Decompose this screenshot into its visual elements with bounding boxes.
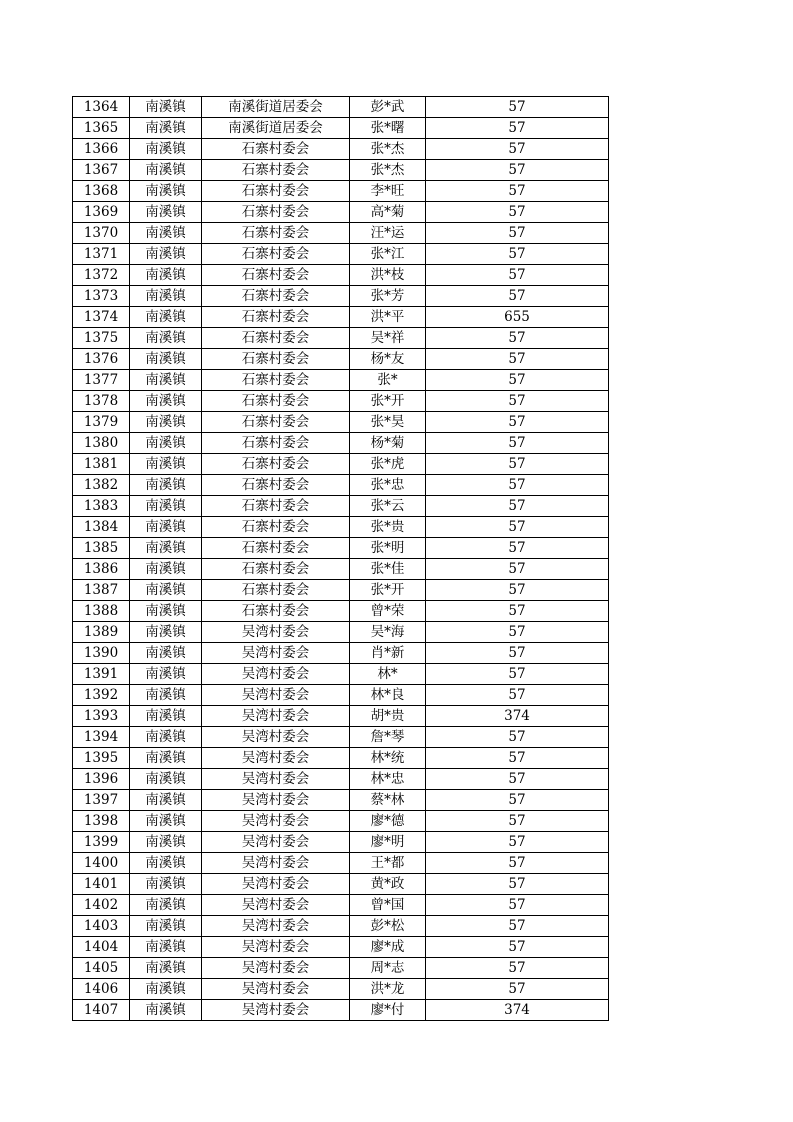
village-committee-cell: 吴湾村委会 <box>202 937 350 958</box>
person-name-cell: 曾*国 <box>350 895 426 916</box>
town-cell: 南溪镇 <box>130 748 202 769</box>
row-number-cell: 1385 <box>73 538 130 559</box>
amount-cell: 57 <box>426 160 609 181</box>
row-number-cell: 1368 <box>73 181 130 202</box>
person-name-cell: 彭*武 <box>350 97 426 118</box>
village-committee-cell: 吴湾村委会 <box>202 748 350 769</box>
row-number-cell: 1364 <box>73 97 130 118</box>
table-row <box>73 370 609 391</box>
village-committee-cell: 吴湾村委会 <box>202 979 350 1000</box>
town-cell: 南溪镇 <box>130 790 202 811</box>
row-number-cell: 1398 <box>73 811 130 832</box>
row-number-cell: 1377 <box>73 370 130 391</box>
person-name-cell: 黄*政 <box>350 874 426 895</box>
table-row <box>73 853 609 874</box>
town-cell: 南溪镇 <box>130 727 202 748</box>
row-number-cell: 1390 <box>73 643 130 664</box>
amount-cell: 57 <box>426 811 609 832</box>
row-number-cell: 1393 <box>73 706 130 727</box>
amount-cell: 57 <box>426 937 609 958</box>
town-cell: 南溪镇 <box>130 643 202 664</box>
roster-table <box>72 96 609 1021</box>
amount-cell: 57 <box>426 643 609 664</box>
village-committee-cell: 石寨村委会 <box>202 517 350 538</box>
amount-cell: 57 <box>426 202 609 223</box>
person-name-cell: 肖*新 <box>350 643 426 664</box>
table-row <box>73 706 609 727</box>
table-row <box>73 433 609 454</box>
village-committee-cell: 吴湾村委会 <box>202 643 350 664</box>
town-cell: 南溪镇 <box>130 517 202 538</box>
table-row <box>73 601 609 622</box>
row-number-cell: 1391 <box>73 664 130 685</box>
village-committee-cell: 石寨村委会 <box>202 286 350 307</box>
row-number-cell: 1366 <box>73 139 130 160</box>
village-committee-cell: 石寨村委会 <box>202 349 350 370</box>
row-number-cell: 1379 <box>73 412 130 433</box>
row-number-cell: 1394 <box>73 727 130 748</box>
person-name-cell: 张*昊 <box>350 412 426 433</box>
village-committee-cell: 石寨村委会 <box>202 538 350 559</box>
town-cell: 南溪镇 <box>130 286 202 307</box>
town-cell: 南溪镇 <box>130 496 202 517</box>
person-name-cell: 张*虎 <box>350 454 426 475</box>
amount-cell: 57 <box>426 433 609 454</box>
row-number-cell: 1372 <box>73 265 130 286</box>
person-name-cell: 林* <box>350 664 426 685</box>
table-row <box>73 496 609 517</box>
row-number-cell: 1406 <box>73 979 130 1000</box>
row-number-cell: 1384 <box>73 517 130 538</box>
row-number-cell: 1369 <box>73 202 130 223</box>
person-name-cell: 彭*松 <box>350 916 426 937</box>
table-row <box>73 1000 609 1021</box>
person-name-cell: 周*志 <box>350 958 426 979</box>
table-row <box>73 349 609 370</box>
amount-cell: 57 <box>426 559 609 580</box>
town-cell: 南溪镇 <box>130 874 202 895</box>
row-number-cell: 1395 <box>73 748 130 769</box>
table-row <box>73 118 609 139</box>
town-cell: 南溪镇 <box>130 685 202 706</box>
amount-cell: 57 <box>426 916 609 937</box>
table-row <box>73 139 609 160</box>
amount-cell: 57 <box>426 979 609 1000</box>
village-committee-cell: 石寨村委会 <box>202 139 350 160</box>
village-committee-cell: 石寨村委会 <box>202 307 350 328</box>
row-number-cell: 1371 <box>73 244 130 265</box>
row-number-cell: 1399 <box>73 832 130 853</box>
row-number-cell: 1389 <box>73 622 130 643</box>
town-cell: 南溪镇 <box>130 454 202 475</box>
person-name-cell: 张*忠 <box>350 475 426 496</box>
village-committee-cell: 石寨村委会 <box>202 160 350 181</box>
row-number-cell: 1401 <box>73 874 130 895</box>
village-committee-cell: 吴湾村委会 <box>202 874 350 895</box>
person-name-cell: 王*都 <box>350 853 426 874</box>
person-name-cell: 廖*付 <box>350 1000 426 1021</box>
person-name-cell: 张*佳 <box>350 559 426 580</box>
amount-cell: 57 <box>426 370 609 391</box>
town-cell: 南溪镇 <box>130 412 202 433</box>
village-committee-cell: 吴湾村委会 <box>202 811 350 832</box>
town-cell: 南溪镇 <box>130 1000 202 1021</box>
person-name-cell: 高*菊 <box>350 202 426 223</box>
table-row <box>73 454 609 475</box>
village-committee-cell: 石寨村委会 <box>202 328 350 349</box>
person-name-cell: 张*杰 <box>350 160 426 181</box>
person-name-cell: 林*统 <box>350 748 426 769</box>
table-row <box>73 391 609 412</box>
person-name-cell: 吴*祥 <box>350 328 426 349</box>
amount-cell: 57 <box>426 139 609 160</box>
amount-cell: 57 <box>426 244 609 265</box>
amount-cell: 57 <box>426 349 609 370</box>
amount-cell: 57 <box>426 97 609 118</box>
amount-cell: 57 <box>426 580 609 601</box>
table-row <box>73 412 609 433</box>
amount-cell: 655 <box>426 307 609 328</box>
person-name-cell: 洪*平 <box>350 307 426 328</box>
town-cell: 南溪镇 <box>130 895 202 916</box>
table-row <box>73 895 609 916</box>
table-row <box>73 832 609 853</box>
table-row <box>73 622 609 643</box>
person-name-cell: 蔡*林 <box>350 790 426 811</box>
row-number-cell: 1365 <box>73 118 130 139</box>
amount-cell: 57 <box>426 769 609 790</box>
village-committee-cell: 石寨村委会 <box>202 496 350 517</box>
amount-cell: 57 <box>426 538 609 559</box>
village-committee-cell: 石寨村委会 <box>202 181 350 202</box>
town-cell: 南溪镇 <box>130 265 202 286</box>
person-name-cell: 吴*海 <box>350 622 426 643</box>
village-committee-cell: 吴湾村委会 <box>202 1000 350 1021</box>
amount-cell: 57 <box>426 601 609 622</box>
table-row <box>73 811 609 832</box>
table-row <box>73 517 609 538</box>
row-number-cell: 1403 <box>73 916 130 937</box>
row-number-cell: 1388 <box>73 601 130 622</box>
row-number-cell: 1378 <box>73 391 130 412</box>
table-row <box>73 202 609 223</box>
person-name-cell: 林*忠 <box>350 769 426 790</box>
person-name-cell: 张*明 <box>350 538 426 559</box>
village-committee-cell: 石寨村委会 <box>202 370 350 391</box>
person-name-cell: 张*杰 <box>350 139 426 160</box>
town-cell: 南溪镇 <box>130 580 202 601</box>
village-committee-cell: 石寨村委会 <box>202 454 350 475</box>
town-cell: 南溪镇 <box>130 223 202 244</box>
village-committee-cell: 吴湾村委会 <box>202 685 350 706</box>
amount-cell: 57 <box>426 328 609 349</box>
town-cell: 南溪镇 <box>130 811 202 832</box>
town-cell: 南溪镇 <box>130 937 202 958</box>
table-row <box>73 664 609 685</box>
person-name-cell: 詹*琴 <box>350 727 426 748</box>
amount-cell: 57 <box>426 181 609 202</box>
amount-cell: 57 <box>426 496 609 517</box>
town-cell: 南溪镇 <box>130 433 202 454</box>
person-name-cell: 廖*成 <box>350 937 426 958</box>
village-committee-cell: 石寨村委会 <box>202 601 350 622</box>
table-row <box>73 643 609 664</box>
amount-cell: 57 <box>426 265 609 286</box>
row-number-cell: 1381 <box>73 454 130 475</box>
row-number-cell: 1397 <box>73 790 130 811</box>
amount-cell: 57 <box>426 286 609 307</box>
amount-cell: 57 <box>426 223 609 244</box>
village-committee-cell: 吴湾村委会 <box>202 769 350 790</box>
person-name-cell: 廖*明 <box>350 832 426 853</box>
town-cell: 南溪镇 <box>130 538 202 559</box>
table-row <box>73 769 609 790</box>
town-cell: 南溪镇 <box>130 202 202 223</box>
village-committee-cell: 吴湾村委会 <box>202 916 350 937</box>
amount-cell: 374 <box>426 706 609 727</box>
table-row <box>73 97 609 118</box>
row-number-cell: 1386 <box>73 559 130 580</box>
town-cell: 南溪镇 <box>130 853 202 874</box>
town-cell: 南溪镇 <box>130 307 202 328</box>
village-committee-cell: 石寨村委会 <box>202 391 350 412</box>
person-name-cell: 胡*贵 <box>350 706 426 727</box>
row-number-cell: 1407 <box>73 1000 130 1021</box>
table-row <box>73 979 609 1000</box>
amount-cell: 57 <box>426 454 609 475</box>
person-name-cell: 张*江 <box>350 244 426 265</box>
amount-cell: 57 <box>426 685 609 706</box>
table-row <box>73 538 609 559</box>
amount-cell: 57 <box>426 475 609 496</box>
town-cell: 南溪镇 <box>130 769 202 790</box>
village-committee-cell: 石寨村委会 <box>202 265 350 286</box>
row-number-cell: 1387 <box>73 580 130 601</box>
table-row <box>73 265 609 286</box>
town-cell: 南溪镇 <box>130 391 202 412</box>
town-cell: 南溪镇 <box>130 664 202 685</box>
row-number-cell: 1382 <box>73 475 130 496</box>
village-committee-cell: 吴湾村委会 <box>202 790 350 811</box>
table-row <box>73 937 609 958</box>
town-cell: 南溪镇 <box>130 622 202 643</box>
row-number-cell: 1370 <box>73 223 130 244</box>
village-committee-cell: 吴湾村委会 <box>202 727 350 748</box>
village-committee-cell: 吴湾村委会 <box>202 895 350 916</box>
person-name-cell: 杨*菊 <box>350 433 426 454</box>
amount-cell: 57 <box>426 748 609 769</box>
person-name-cell: 洪*龙 <box>350 979 426 1000</box>
village-committee-cell: 南溪街道居委会 <box>202 118 350 139</box>
amount-cell: 57 <box>426 895 609 916</box>
amount-cell: 57 <box>426 412 609 433</box>
town-cell: 南溪镇 <box>130 181 202 202</box>
village-committee-cell: 吴湾村委会 <box>202 832 350 853</box>
village-committee-cell: 吴湾村委会 <box>202 853 350 874</box>
amount-cell: 57 <box>426 832 609 853</box>
village-committee-cell: 南溪街道居委会 <box>202 97 350 118</box>
amount-cell: 57 <box>426 958 609 979</box>
town-cell: 南溪镇 <box>130 475 202 496</box>
table-row <box>73 181 609 202</box>
person-name-cell: 张*开 <box>350 580 426 601</box>
village-committee-cell: 石寨村委会 <box>202 475 350 496</box>
table-row <box>73 328 609 349</box>
table-row <box>73 790 609 811</box>
village-committee-cell: 石寨村委会 <box>202 580 350 601</box>
village-committee-cell: 吴湾村委会 <box>202 622 350 643</box>
amount-cell: 57 <box>426 517 609 538</box>
person-name-cell: 林*良 <box>350 685 426 706</box>
town-cell: 南溪镇 <box>130 559 202 580</box>
person-name-cell: 张* <box>350 370 426 391</box>
village-committee-cell: 吴湾村委会 <box>202 958 350 979</box>
row-number-cell: 1383 <box>73 496 130 517</box>
village-committee-cell: 石寨村委会 <box>202 433 350 454</box>
person-name-cell: 张*云 <box>350 496 426 517</box>
table-row <box>73 958 609 979</box>
town-cell: 南溪镇 <box>130 601 202 622</box>
row-number-cell: 1400 <box>73 853 130 874</box>
row-number-cell: 1373 <box>73 286 130 307</box>
amount-cell: 57 <box>426 664 609 685</box>
village-committee-cell: 石寨村委会 <box>202 412 350 433</box>
town-cell: 南溪镇 <box>130 328 202 349</box>
person-name-cell: 张*贵 <box>350 517 426 538</box>
town-cell: 南溪镇 <box>130 139 202 160</box>
town-cell: 南溪镇 <box>130 160 202 181</box>
table-row <box>73 307 609 328</box>
person-name-cell: 汪*运 <box>350 223 426 244</box>
amount-cell: 57 <box>426 790 609 811</box>
amount-cell: 57 <box>426 391 609 412</box>
table-row <box>73 685 609 706</box>
table-row <box>73 748 609 769</box>
village-committee-cell: 石寨村委会 <box>202 244 350 265</box>
table-row <box>73 559 609 580</box>
town-cell: 南溪镇 <box>130 349 202 370</box>
row-number-cell: 1375 <box>73 328 130 349</box>
amount-cell: 57 <box>426 853 609 874</box>
amount-cell: 57 <box>426 727 609 748</box>
town-cell: 南溪镇 <box>130 97 202 118</box>
person-name-cell: 张*曙 <box>350 118 426 139</box>
table-row <box>73 874 609 895</box>
table-row <box>73 223 609 244</box>
table-row <box>73 916 609 937</box>
table-row <box>73 160 609 181</box>
table-row <box>73 580 609 601</box>
person-name-cell: 曾*荣 <box>350 601 426 622</box>
row-number-cell: 1404 <box>73 937 130 958</box>
table-row <box>73 244 609 265</box>
table-row <box>73 727 609 748</box>
village-committee-cell: 石寨村委会 <box>202 559 350 580</box>
row-number-cell: 1367 <box>73 160 130 181</box>
town-cell: 南溪镇 <box>130 370 202 391</box>
town-cell: 南溪镇 <box>130 832 202 853</box>
row-number-cell: 1392 <box>73 685 130 706</box>
roster-table-body <box>73 97 609 1021</box>
town-cell: 南溪镇 <box>130 244 202 265</box>
village-committee-cell: 吴湾村委会 <box>202 664 350 685</box>
person-name-cell: 洪*枝 <box>350 265 426 286</box>
town-cell: 南溪镇 <box>130 979 202 1000</box>
village-committee-cell: 石寨村委会 <box>202 223 350 244</box>
amount-cell: 57 <box>426 874 609 895</box>
row-number-cell: 1402 <box>73 895 130 916</box>
amount-cell: 374 <box>426 1000 609 1021</box>
person-name-cell: 张*开 <box>350 391 426 412</box>
town-cell: 南溪镇 <box>130 706 202 727</box>
row-number-cell: 1374 <box>73 307 130 328</box>
village-committee-cell: 吴湾村委会 <box>202 706 350 727</box>
person-name-cell: 李*旺 <box>350 181 426 202</box>
person-name-cell: 廖*德 <box>350 811 426 832</box>
town-cell: 南溪镇 <box>130 916 202 937</box>
row-number-cell: 1380 <box>73 433 130 454</box>
table-row <box>73 286 609 307</box>
town-cell: 南溪镇 <box>130 118 202 139</box>
person-name-cell: 张*芳 <box>350 286 426 307</box>
table-row <box>73 475 609 496</box>
amount-cell: 57 <box>426 622 609 643</box>
town-cell: 南溪镇 <box>130 958 202 979</box>
row-number-cell: 1396 <box>73 769 130 790</box>
row-number-cell: 1376 <box>73 349 130 370</box>
row-number-cell: 1405 <box>73 958 130 979</box>
village-committee-cell: 石寨村委会 <box>202 202 350 223</box>
person-name-cell: 杨*友 <box>350 349 426 370</box>
amount-cell: 57 <box>426 118 609 139</box>
